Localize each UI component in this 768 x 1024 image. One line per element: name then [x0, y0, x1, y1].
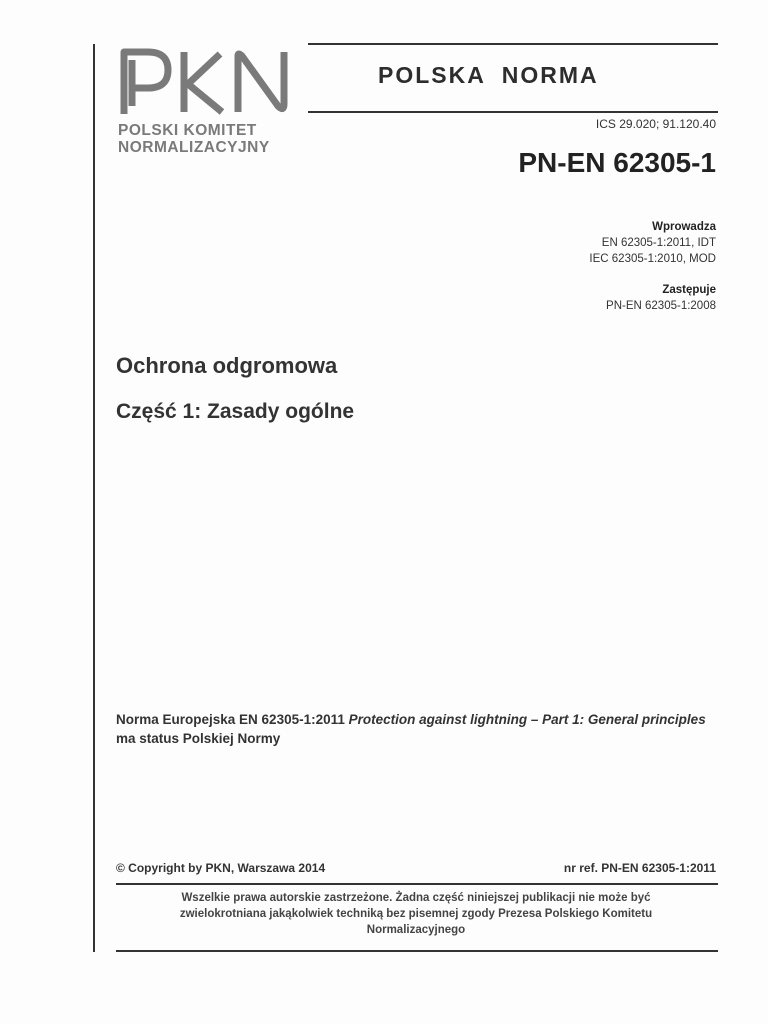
introduces-item: EN 62305-1:2011, IDT — [601, 237, 716, 249]
statement-italic-title: Protection against lightning – Part 1: General principles — [348, 712, 706, 727]
introduces-item: IEC 62305-1:2010, MOD — [589, 253, 716, 265]
rights-line: zwielokrotniana jakąkolwiek techniką bez pisemnej zgody Prezesa Polskiego Komitetu — [179, 908, 653, 920]
document-part-title: Część 1: Zasady ogólne — [116, 400, 355, 423]
rights-line: Normalizacyjnego — [366, 924, 466, 936]
left-margin-line — [93, 44, 95, 952]
logo-text-line1: POLSKI KOMITET — [118, 122, 257, 139]
top-rule — [308, 43, 718, 45]
statement-prefix: Norma Europejska EN 62305-1:2011 — [116, 712, 349, 727]
copyright-notice: © Copyright by PKN, Warszawa 2014 — [116, 861, 326, 875]
replaces-label: Zastępuje — [662, 284, 716, 296]
pkn-logo-mark — [118, 46, 290, 118]
standard-number: PN-EN 62305-1 — [518, 147, 716, 178]
header-rule — [308, 111, 718, 113]
pkn-logo — [118, 46, 290, 156]
ics-code: ICS 29.020; 91.120.40 — [595, 117, 716, 131]
footer-rule-bottom — [116, 950, 718, 952]
introduces-block — [589, 219, 716, 267]
footer-rule-top — [116, 883, 718, 885]
reference-number: nr ref. PN-EN 62305-1:2011 — [563, 861, 716, 875]
replaces-block — [606, 282, 716, 314]
document-title: Ochrona odgromowa — [116, 353, 338, 378]
rights-reserved-text — [116, 890, 716, 938]
logo-text-line2: NORMALIZACYJNY — [118, 139, 270, 156]
rights-line: Wszelkie prawa autorskie zastrzeżone. Żadna część niniejszej publikacji nie może być — [181, 892, 651, 904]
status-statement — [116, 710, 716, 748]
introduces-label: Wprowadza — [652, 221, 716, 233]
statement-suffix: ma status Polskiej Normy — [116, 731, 281, 746]
polska-norma-heading: POLSKA NORMA — [378, 62, 599, 88]
replaces-item: PN-EN 62305-1:2008 — [606, 300, 716, 312]
